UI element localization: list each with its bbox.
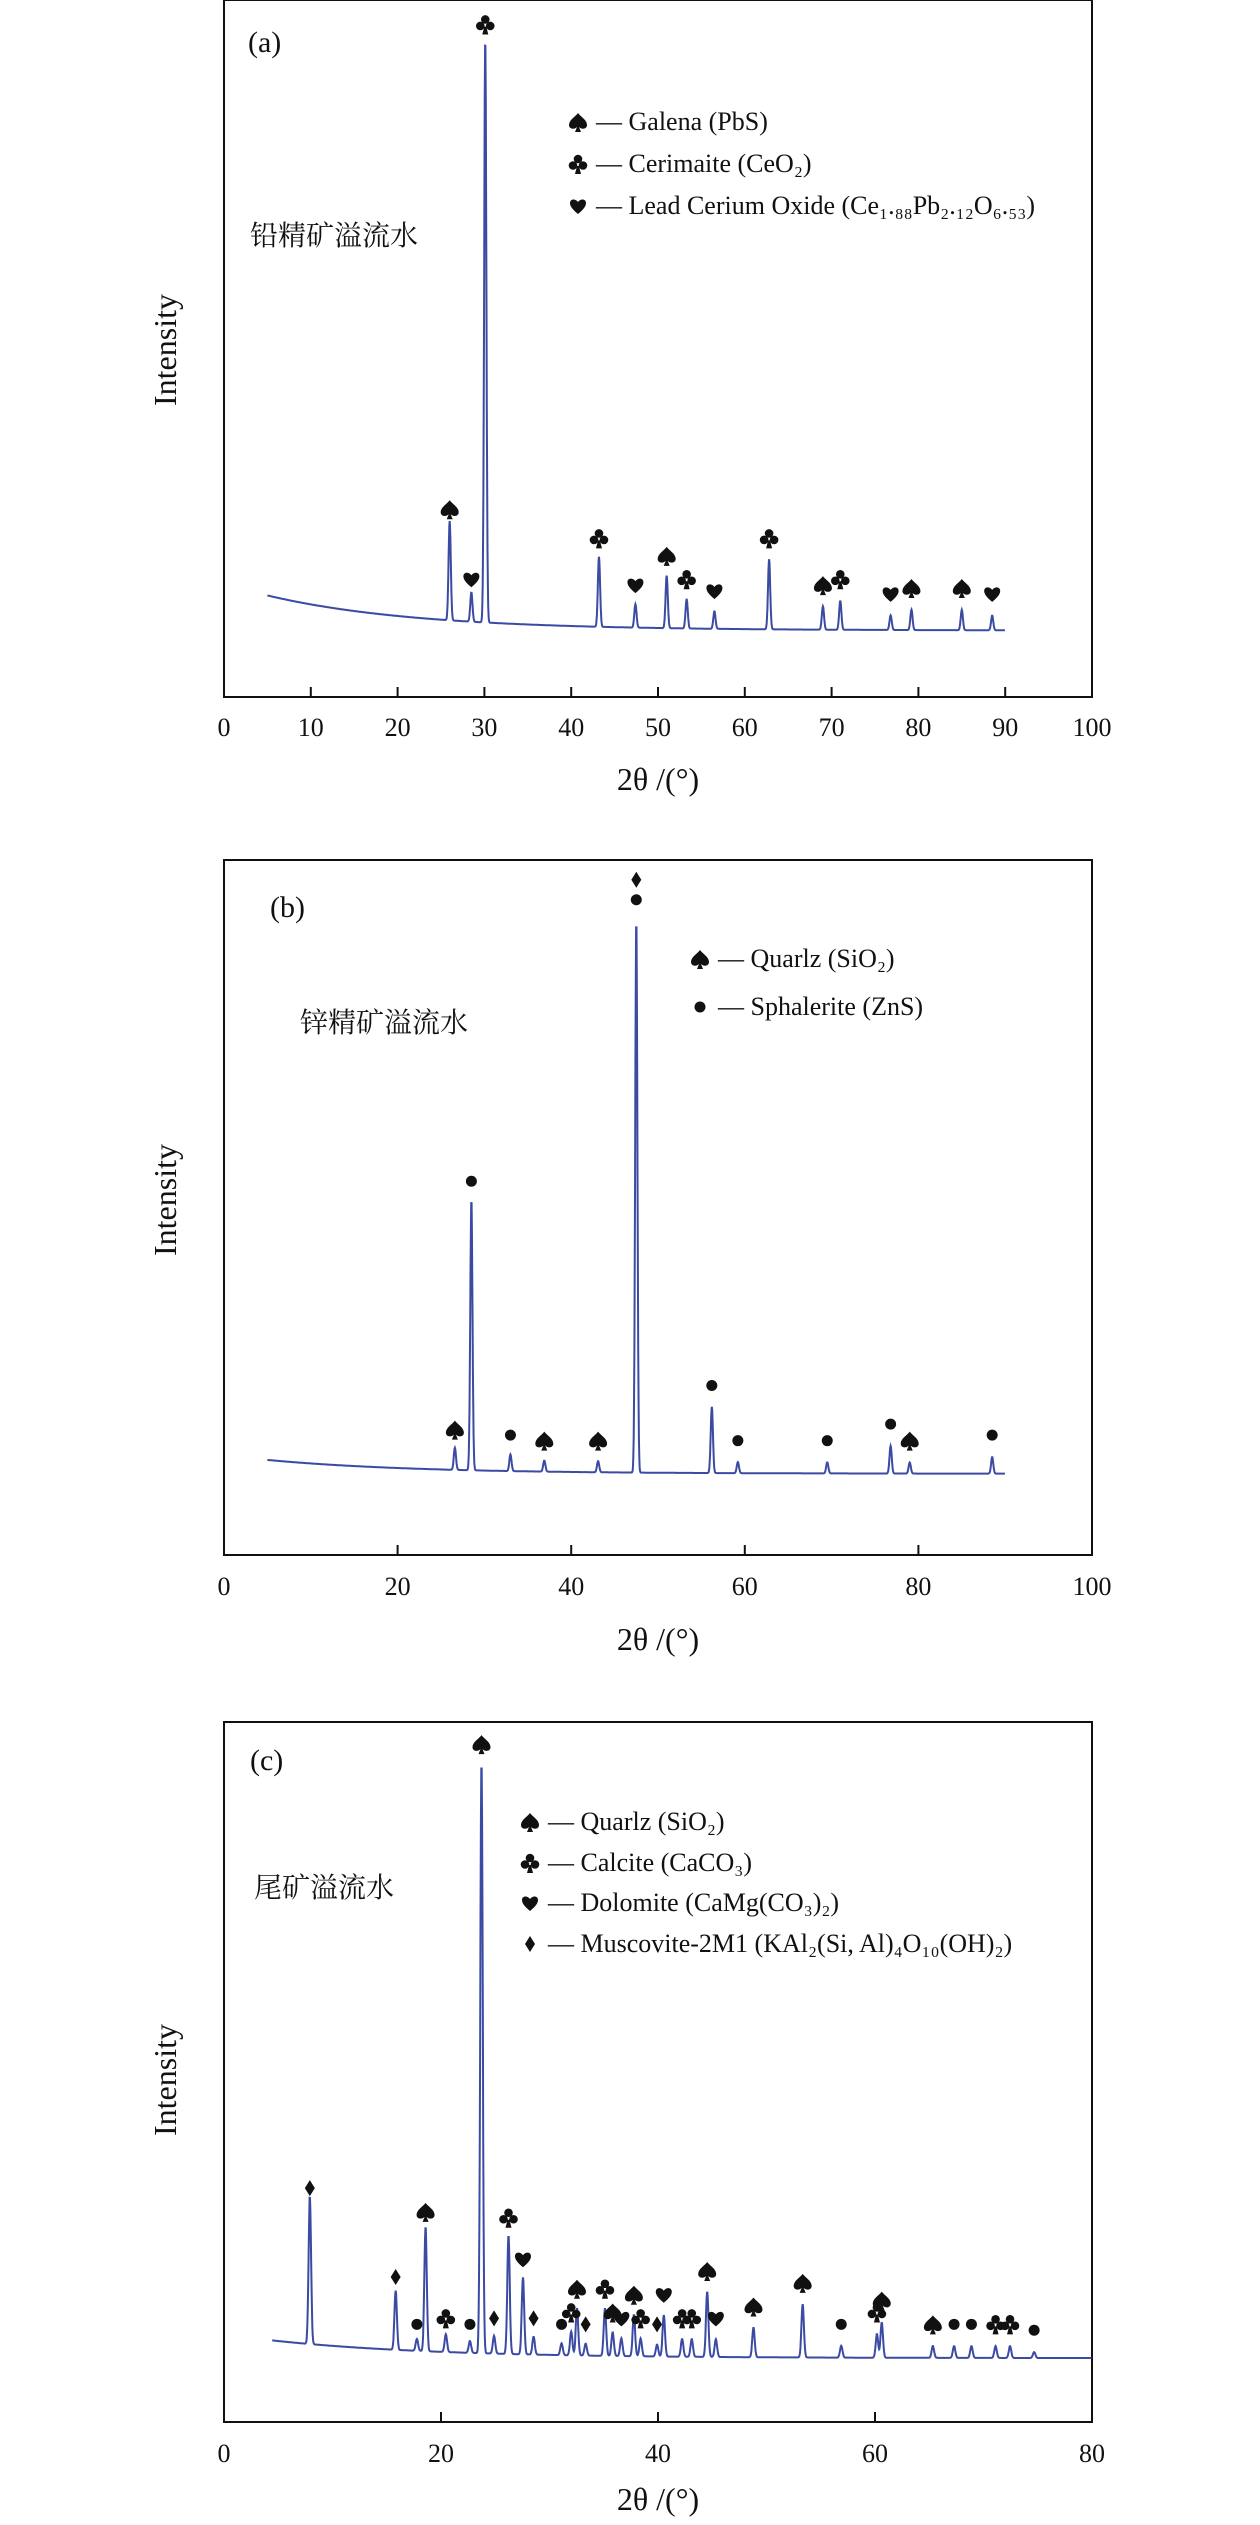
peak-marker-diamond <box>305 2180 315 2196</box>
legend-symbol-spade <box>521 1813 539 1832</box>
peak-marker-spade <box>535 1432 553 1451</box>
legend-entry: — Quarlz (SiO₂) <box>548 1807 725 1836</box>
legend-symbol-diamond <box>525 1936 535 1952</box>
peak-marker-spade <box>744 2298 762 2317</box>
x-tick-label: 20 <box>428 2439 454 2468</box>
peak-marker-club <box>590 529 609 548</box>
peak-marker-spade <box>441 500 459 519</box>
peak-marker-spade <box>446 1421 464 1440</box>
peak-marker-dot <box>822 1435 833 1446</box>
x-tick-label: 70 <box>818 713 845 742</box>
legend-symbol-spade <box>691 950 709 969</box>
peak-marker-dot <box>1029 2325 1040 2336</box>
peak-marker-spade <box>814 576 832 595</box>
peak-marker-heart <box>463 573 479 588</box>
peak-marker-dot <box>505 1430 516 1441</box>
x-tick-label: 40 <box>558 1572 585 1601</box>
peak-marker-spade <box>417 2203 435 2222</box>
legend-symbol-heart <box>570 199 586 214</box>
chart-panel-2 <box>147 860 1112 1657</box>
peak-marker-spade <box>568 2280 586 2299</box>
x-tick-label: 20 <box>384 1572 411 1601</box>
peak-marker-dot <box>732 1435 743 1446</box>
peak-marker-heart <box>708 2312 724 2327</box>
legend-entry: — Dolomite (CaMg(CO₃)₂) <box>548 1888 840 1917</box>
x-tick-label: 0 <box>217 1572 231 1601</box>
legend-symbol-club <box>521 1854 540 1873</box>
x-tick-label: 60 <box>862 2439 888 2468</box>
peak-marker-spade <box>658 547 676 566</box>
legend-symbol-heart <box>522 1896 538 1911</box>
x-tick-label: 80 <box>905 713 932 742</box>
peak-marker-diamond <box>489 2310 499 2326</box>
x-tick-label: 60 <box>731 713 758 742</box>
peak-marker-club <box>437 2309 456 2328</box>
x-tick-label: 40 <box>558 713 585 742</box>
x-axis-label: 2θ /(°) <box>616 761 700 797</box>
peak-marker-dot <box>885 1419 896 1430</box>
sample-annotation: 铅精矿溢流水 <box>250 219 419 252</box>
peak-marker-dot <box>411 2319 422 2330</box>
legend-symbol-dot <box>695 1002 706 1013</box>
y-axis-label: Intensity <box>147 2024 183 2136</box>
x-tick-label: 50 <box>645 713 671 742</box>
peak-marker-dot <box>706 1380 717 1391</box>
peak-marker-club <box>831 570 850 589</box>
legend-entry: — Sphalerite (ZnS) <box>718 992 924 1021</box>
legend-entry: — Muscovite-2M1 (KAl₂(Si, Al)₄O₁₀(OH)₂) <box>548 1929 1013 1958</box>
x-tick-label: 90 <box>992 713 1019 742</box>
peak-marker-club <box>1001 2315 1020 2334</box>
legend-entry: — Calcite (CaCO₃) <box>548 1848 753 1877</box>
legend-entry: — Lead Cerium Oxide (Ce₁.₈₈Pb₂.₁₂O₆.₅₃) <box>596 191 1036 220</box>
y-axis-label: Intensity <box>147 294 183 406</box>
peak-marker-club <box>499 2208 518 2227</box>
panel-label: (a) <box>248 26 282 59</box>
x-tick-label: 10 <box>297 713 324 742</box>
sample-annotation: 锌精矿溢流水 <box>300 1006 469 1039</box>
peak-marker-dot <box>949 2319 960 2330</box>
peak-marker-heart <box>883 587 899 602</box>
peak-marker-diamond <box>391 2269 401 2285</box>
y-axis-label: Intensity <box>147 1144 183 1256</box>
sample-annotation: 尾矿溢流水 <box>254 1871 395 1904</box>
x-tick-label: 40 <box>645 2439 671 2468</box>
peak-marker-spade <box>625 2286 643 2305</box>
peak-marker-spade <box>698 2262 716 2281</box>
peak-marker-spade <box>902 579 920 598</box>
peak-marker-diamond <box>581 2316 591 2332</box>
peak-marker-heart <box>627 579 643 594</box>
panel-label: (c) <box>250 1744 284 1777</box>
peak-marker-diamond <box>631 872 641 888</box>
x-tick-label: 30 <box>471 713 498 742</box>
peak-marker-dot <box>556 2319 567 2330</box>
peak-marker-diamond <box>529 2310 539 2326</box>
x-tick-label: 100 <box>1072 713 1112 742</box>
peak-marker-spade <box>794 2274 812 2293</box>
x-tick-label: 100 <box>1072 1572 1112 1601</box>
x-axis-label: 2θ /(°) <box>616 1621 700 1657</box>
x-tick-label: 80 <box>1079 2439 1105 2468</box>
legend-symbol-spade <box>569 113 587 132</box>
peak-marker-diamond <box>652 2316 662 2332</box>
peak-marker-dot <box>836 2319 847 2330</box>
x-axis-label: 2θ /(°) <box>616 2481 700 2517</box>
x-tick-label: 20 <box>384 713 411 742</box>
peak-marker-dot <box>987 1430 998 1441</box>
legend-entry: — Cerimaite (CeO₂) <box>596 149 812 178</box>
peak-marker-heart <box>706 584 722 599</box>
plot-frame <box>224 860 1092 1555</box>
peak-marker-heart <box>984 587 1000 602</box>
peak-marker-dot <box>631 894 642 905</box>
peak-marker-club <box>476 15 495 34</box>
panel-label: (b) <box>270 891 305 924</box>
chart-panel-1 <box>147 0 1112 797</box>
peak-marker-spade <box>901 1432 919 1451</box>
x-tick-label: 80 <box>905 1572 932 1601</box>
peak-marker-spade <box>473 1735 491 1754</box>
legend-entry: — Galena (PbS) <box>596 107 768 136</box>
peak-marker-spade <box>924 2315 942 2334</box>
x-tick-label: 0 <box>217 713 231 742</box>
chart-panel-3 <box>147 1722 1105 2517</box>
peak-marker-club <box>677 570 696 589</box>
peak-marker-dot <box>466 1176 477 1187</box>
legend-entry: — Quarlz (SiO₂) <box>718 944 895 973</box>
peak-marker-dot <box>464 2319 475 2330</box>
legend-symbol-club <box>569 155 588 174</box>
peak-marker-club <box>760 529 779 548</box>
peak-marker-spade <box>953 579 971 598</box>
peak-marker-heart <box>515 2253 531 2268</box>
peak-marker-spade <box>589 1432 607 1451</box>
peak-marker-club <box>596 2280 615 2299</box>
x-tick-label: 60 <box>731 1572 758 1601</box>
peak-marker-dot <box>966 2319 977 2330</box>
x-tick-label: 0 <box>217 2439 231 2468</box>
peak-marker-heart <box>656 2288 672 2303</box>
